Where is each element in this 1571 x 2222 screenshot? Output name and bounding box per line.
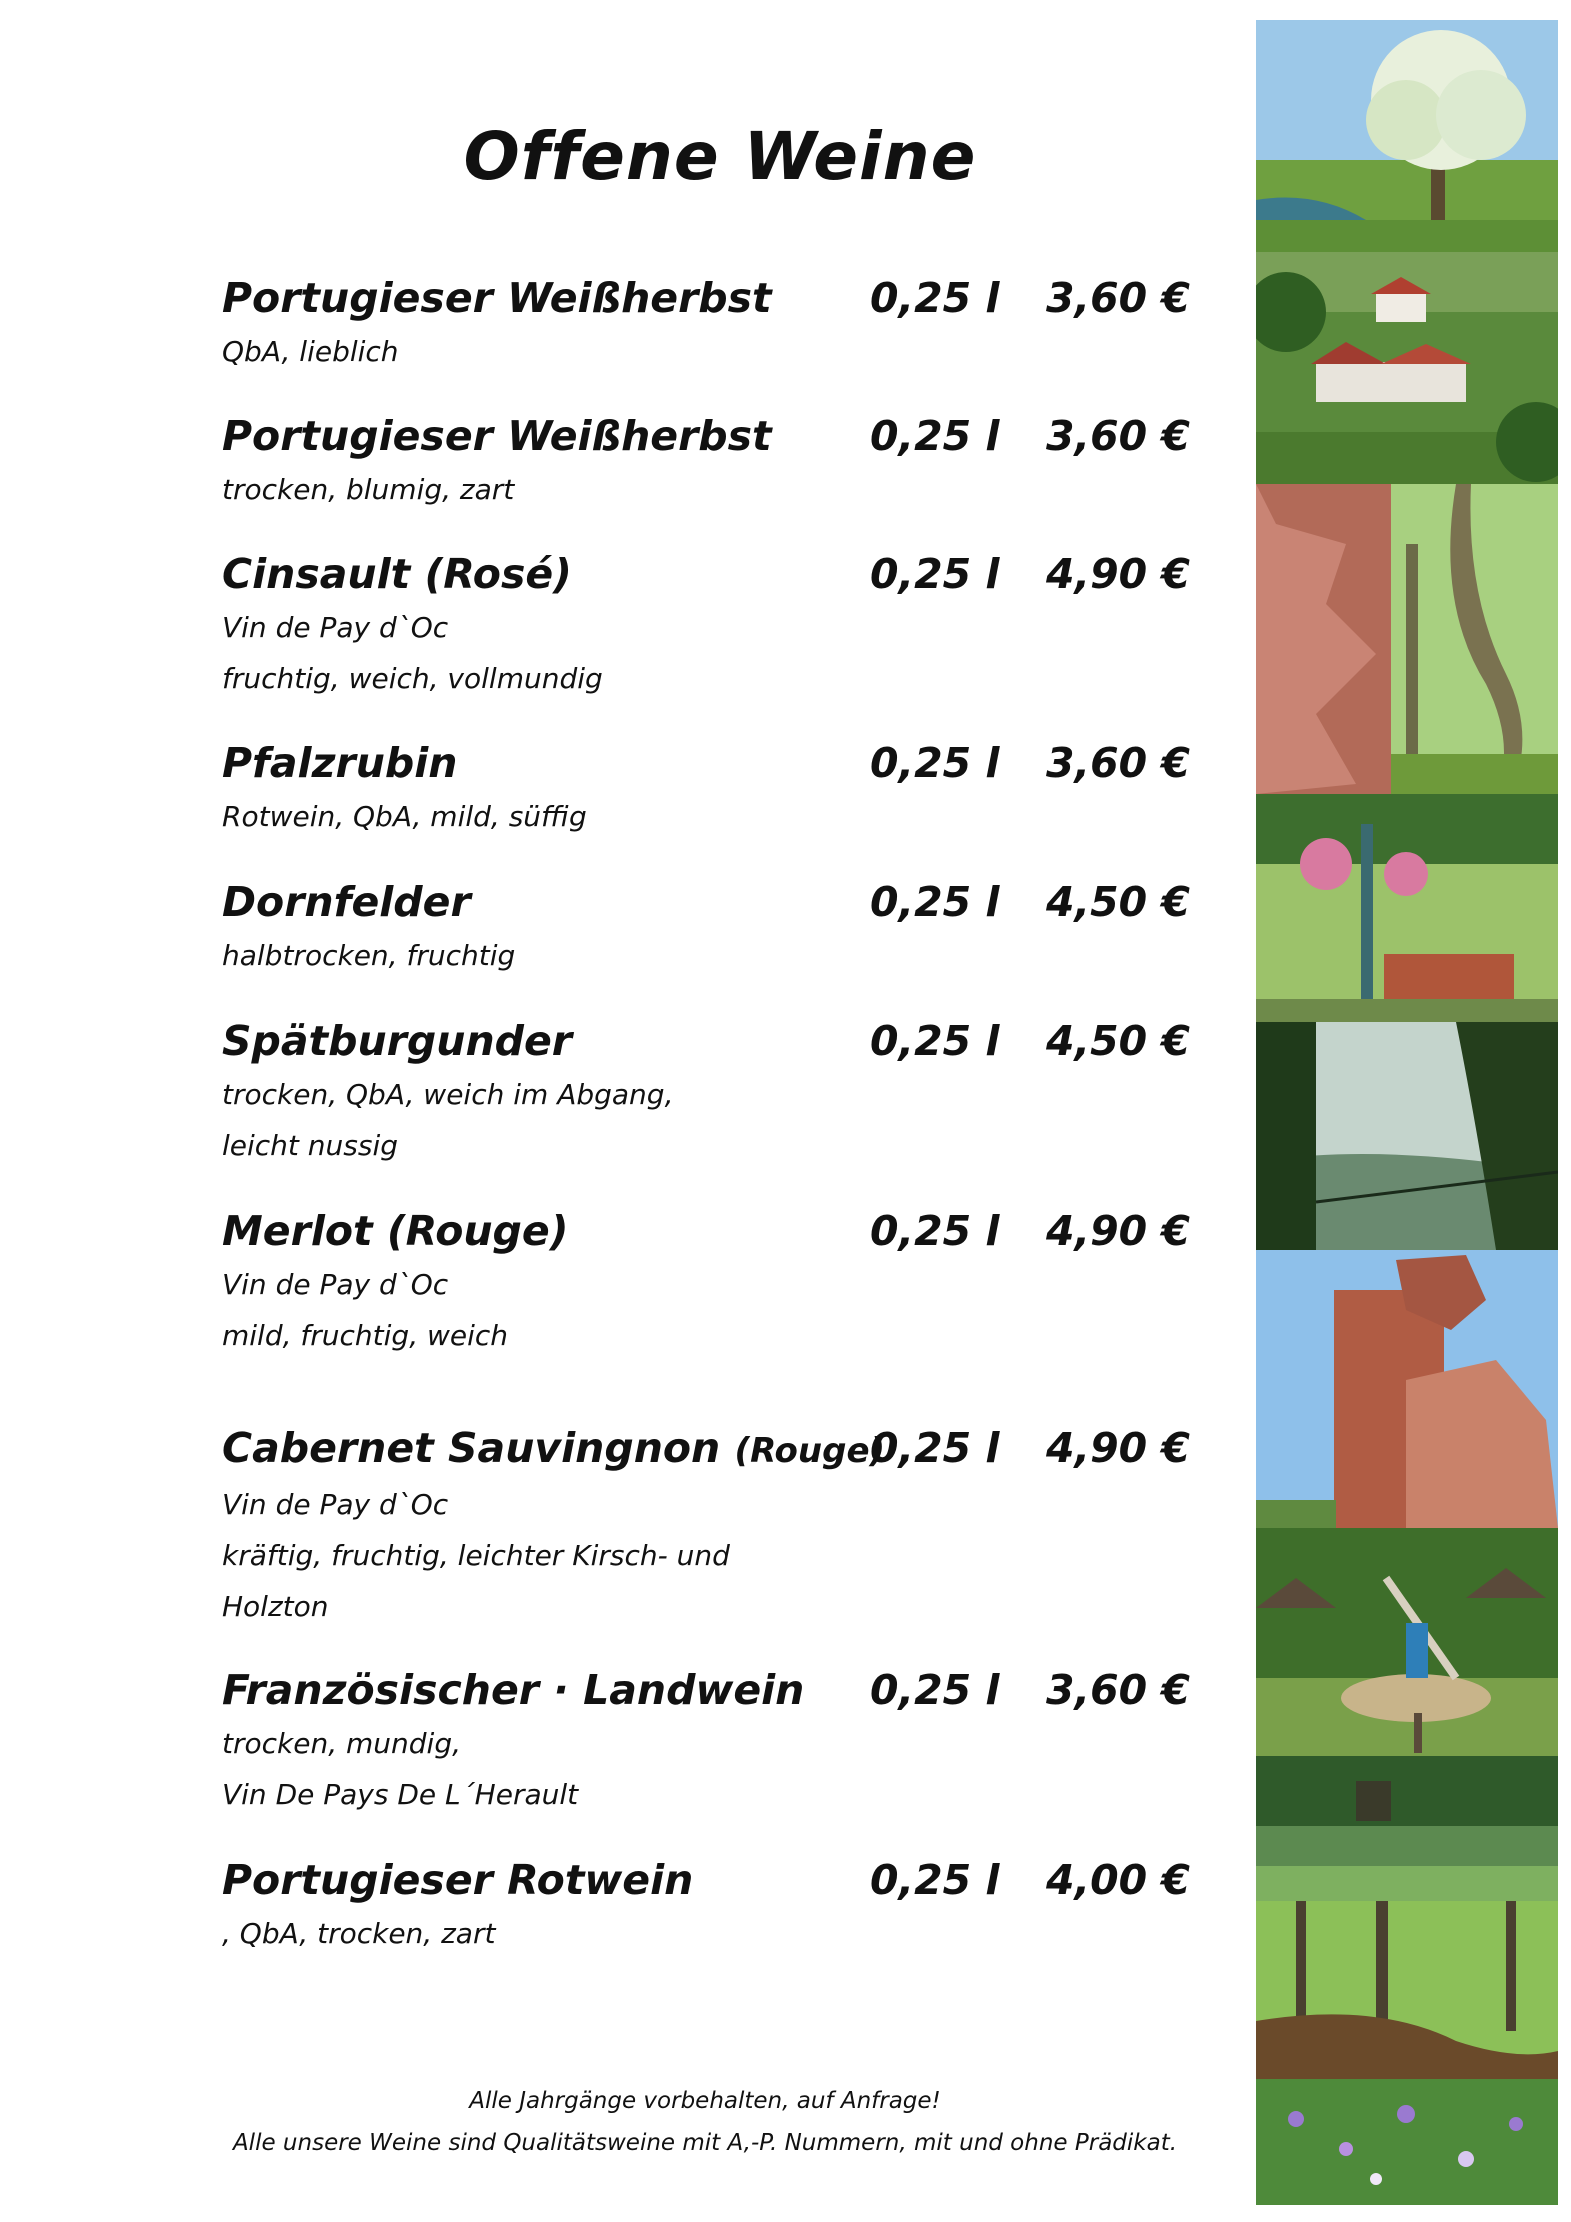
wine-name: Dornfelder — [222, 878, 471, 926]
wine-description: trocken, mundig, — [222, 1727, 461, 1760]
wine-item — [222, 270, 1222, 377]
wine-description: , QbA, trocken, zart — [222, 1917, 496, 1950]
wine-name: Portugieser Weißherbst — [222, 412, 772, 460]
wine-item — [222, 1662, 1222, 1820]
wine-description: kräftig, fruchtig, leichter Kirsch- und — [222, 1539, 730, 1572]
wine-price: 3,60 € — [1046, 1666, 1190, 1714]
wine-description: QbA, lieblich — [222, 335, 399, 368]
wine-description: fruchtig, weich, vollmundig — [222, 662, 603, 695]
wine-item — [222, 1852, 1222, 1959]
wine-volume: 0,25 l — [870, 1207, 1000, 1255]
wine-price: 3,60 € — [1046, 274, 1190, 322]
wine-item — [222, 874, 1222, 981]
photo-strip — [1256, 20, 1558, 2205]
wine-price: 4,50 € — [1046, 878, 1190, 926]
footer-note: Alle Jahrgänge vorbehalten, auf Anfrage! — [469, 2088, 941, 2114]
photo-castle-ruin — [1256, 1250, 1558, 1528]
wine-price: 4,50 € — [1046, 1017, 1190, 1065]
wine-description: Vin de Pay d`Oc — [222, 1488, 449, 1521]
wine-volume: 0,25 l — [870, 878, 1000, 926]
wine-description: halbtrocken, fruchtig — [222, 939, 516, 972]
wine-name: Portugieser Weißherbst — [222, 274, 772, 322]
wine-price: 3,60 € — [1046, 739, 1190, 787]
wine-volume: 0,25 l — [870, 412, 1000, 460]
wine-price: 4,90 € — [1046, 550, 1190, 598]
wine-item — [222, 546, 1222, 704]
wine-item — [222, 1420, 1222, 1632]
photo-village — [1256, 252, 1558, 484]
wine-name: Portugieser Rotwein — [222, 1856, 694, 1904]
wine-item — [222, 1203, 1222, 1361]
photo-forest-viewpoint — [1256, 1022, 1558, 1250]
wine-name-suffix: (Rouge) — [734, 1431, 886, 1471]
wine-price: 4,90 € — [1046, 1207, 1190, 1255]
wine-name: Cinsault (Rosé) — [222, 550, 572, 598]
wine-description: Vin de Pay d`Oc — [222, 611, 449, 644]
wine-description: leicht nussig — [222, 1129, 399, 1162]
wine-item — [222, 408, 1222, 515]
photo-red-rock-forest — [1256, 484, 1558, 794]
wine-name-main: Cabernet Sauvingnon — [222, 1424, 721, 1472]
wine-description: Holzton — [222, 1590, 329, 1623]
footer-note: Alle unsere Weine sind Qualitätsweine mit A,-P. Nummern, mit und ohne Prädikat. — [232, 2130, 1178, 2156]
wine-volume: 0,25 l — [870, 274, 1000, 322]
wine-name: Merlot (Rouge) — [222, 1207, 569, 1255]
wine-name: Französischer · Landwein — [222, 1666, 805, 1714]
wine-price: 3,60 € — [1046, 412, 1190, 460]
wine-price: 4,00 € — [1046, 1856, 1190, 1904]
wine-volume: 0,25 l — [870, 550, 1000, 598]
wine-description: Vin de Pay d`Oc — [222, 1268, 449, 1301]
wine-name: Spätburgunder — [222, 1017, 573, 1065]
wine-volume: 0,25 l — [870, 739, 1000, 787]
wine-volume: 0,25 l — [870, 1017, 1000, 1065]
wine-volume: 0,25 l — [870, 1666, 1000, 1714]
wine-price: 4,90 € — [1046, 1424, 1190, 1472]
page-title: Offene Weine — [463, 118, 977, 195]
wine-name: Pfalzrubin — [222, 739, 458, 787]
photo-blossoming-tree — [1256, 20, 1558, 252]
wine-item — [222, 1013, 1222, 1171]
photo-playground-sundial — [1256, 1528, 1558, 1756]
wine-description: trocken, blumig, zart — [222, 473, 515, 506]
photo-water-pump — [1256, 794, 1558, 1022]
photo-pond — [1256, 1756, 1558, 1901]
wine-description: trocken, QbA, weich im Abgang, — [222, 1078, 674, 1111]
photo-forest-creek — [1256, 1901, 1558, 2079]
wine-volume: 0,25 l — [870, 1424, 1000, 1472]
photo-wildflowers — [1256, 2079, 1558, 2205]
wine-item — [222, 735, 1222, 842]
wine-description: mild, fruchtig, weich — [222, 1319, 509, 1352]
wine-description: Vin De Pays De L´Herault — [222, 1778, 579, 1811]
wine-volume: 0,25 l — [870, 1856, 1000, 1904]
wine-description: Rotwein, QbA, mild, süffig — [222, 800, 587, 833]
